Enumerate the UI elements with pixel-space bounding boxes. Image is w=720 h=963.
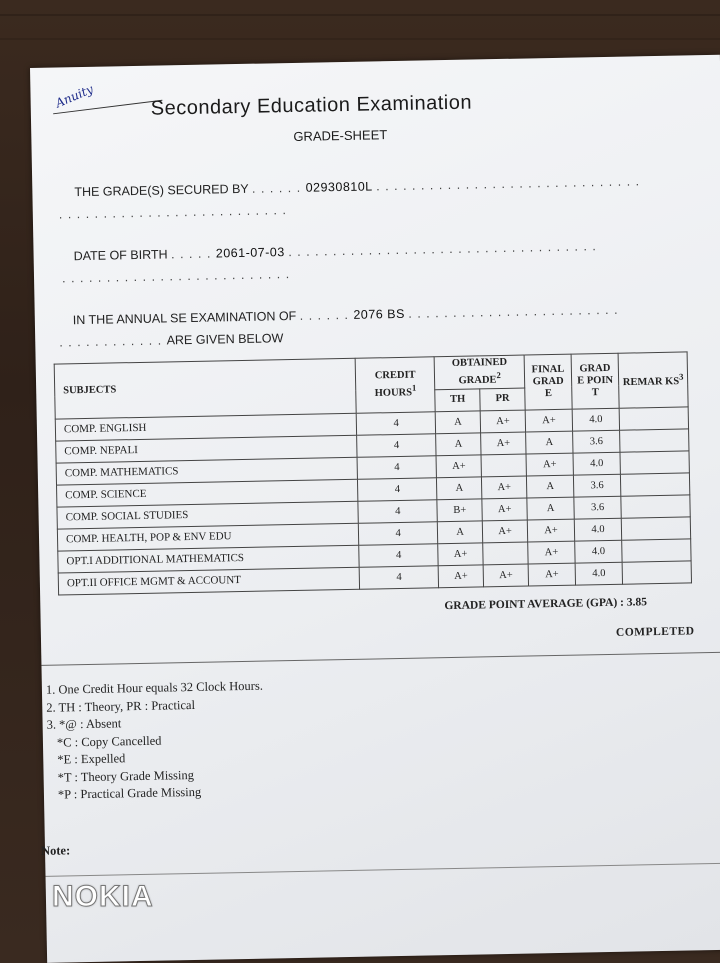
cell-remarks: [621, 494, 690, 517]
cell-credit-hours: 4: [359, 565, 438, 589]
divider: [46, 863, 720, 877]
header-subjects: SUBJECTS: [54, 358, 356, 418]
cell-theory-grade: A+: [438, 564, 483, 587]
cell-grade-point: 4.0: [572, 408, 619, 431]
cell-final-grade: A: [527, 475, 574, 498]
header-pr: PR: [480, 388, 525, 411]
cell-credit-hours: 4: [359, 543, 438, 567]
header-credit-hours: CREDIT HOURS$^1$: [355, 357, 435, 413]
dotted-leader: . . . . . . . . . . . . . . . . . . . . . . . . . .: [58, 203, 288, 222]
cell-theory-grade: B+: [437, 498, 482, 521]
cell-practical-grade: A+: [481, 432, 526, 455]
cell-practical-grade: A+: [482, 520, 527, 543]
cell-grade-point: 3.6: [573, 474, 620, 497]
cell-credit-hours: 4: [357, 433, 436, 457]
grades-table: [54, 351, 692, 595]
cell-remarks: [619, 406, 688, 429]
cell-grade-point: 4.0: [575, 540, 622, 563]
cell-credit-hours: 4: [358, 477, 437, 501]
exam-line: IN THE ANNUAL SE EXAMINATION OF . . . . . . 2076 BS . . . . . . . . . . . . . . . . . . . . . . . .: [72, 302, 619, 328]
cell-grade-point: 4.0: [575, 562, 622, 585]
header-grade-point: GRAD E POIN T: [571, 353, 619, 408]
given-below-line: . . . . . . . . . . . . ARE GIVEN BELOW: [59, 331, 284, 350]
footnote-item: *C : Copy Cancelled: [56, 733, 162, 750]
cell-credit-hours: 4: [359, 521, 438, 545]
cell-practical-grade: A+: [483, 564, 528, 587]
header-remarks: REMAR $KS^3$: [618, 352, 688, 408]
grade-sheet-paper: [30, 55, 720, 963]
cell-final-grade: A: [527, 497, 574, 520]
divider: [41, 652, 720, 666]
cell-practical-grade: [481, 454, 526, 477]
handwritten-signature: Anuity: [53, 81, 96, 111]
cell-final-grade: A: [526, 431, 573, 454]
cell-grade-point: 4.0: [574, 518, 621, 541]
grade-secured-label: THE GRADE(S) SECURED BY: [74, 181, 249, 200]
cell-grade-point: 3.6: [574, 496, 621, 519]
camera-watermark: NOKIA: [52, 880, 154, 913]
document-subtitle: GRADE-SHEET: [293, 127, 388, 144]
given-below-text: ARE GIVEN BELOW: [166, 331, 284, 348]
cell-theory-grade: A+: [436, 454, 481, 477]
date-of-birth: 2061-07-03: [215, 245, 285, 261]
cell-theory-grade: A: [437, 520, 482, 543]
cell-grade-point: 4.0: [573, 452, 620, 475]
dotted-leader: . . . . . . . . . . . . . . . . . . . . . . . . . .: [61, 267, 291, 286]
cell-theory-grade: A: [436, 432, 481, 455]
cell-grade-point: 3.6: [573, 430, 620, 453]
header-final-grade: FINAL GRAD E: [524, 354, 572, 409]
footnote-item: *E : Expelled: [57, 751, 126, 767]
cell-final-grade: A+: [525, 409, 572, 432]
cell-practical-grade: A+: [482, 498, 527, 521]
grade-secured-line: THE GRADE(S) SECURED BY . . . . . . 02930810L . . . . . . . . . . . . . . . . . . . . . . . . . . . . . .: [74, 174, 641, 200]
cell-subject: COMP. HEALTH, POP & ENV EDU: [57, 523, 359, 551]
cell-practical-grade: A+: [482, 476, 527, 499]
exam-label: IN THE ANNUAL SE EXAMINATION OF: [72, 308, 297, 328]
cell-remarks: [621, 516, 690, 539]
cell-remarks: [620, 450, 689, 473]
footnote-item: 3. *@ : Absent: [46, 716, 122, 732]
cell-theory-grade: A: [437, 476, 482, 499]
gpa-summary: GRADE POINT AVERAGE (GPA) : 3.85: [444, 596, 648, 613]
exam-year: 2076 BS: [353, 306, 405, 322]
cell-credit-hours: 4: [356, 411, 435, 435]
cell-practical-grade: [483, 542, 528, 565]
cell-final-grade: A+: [528, 563, 575, 586]
cell-final-grade: A+: [526, 453, 573, 476]
document-title: Secondary Education Examination: [150, 91, 473, 120]
note-label: Note:: [40, 843, 71, 858]
dob-line: DATE OF BIRTH . . . . . 2061-07-03 . . . . . . . . . . . . . . . . . . . . . . . . . . . . . . . . . . .: [73, 239, 597, 264]
cell-final-grade: A+: [528, 541, 575, 564]
footnote-item: 2. TH : Theory, PR : Practical: [46, 697, 196, 715]
dob-label: DATE OF BIRTH: [73, 247, 168, 264]
result-status: COMPLETED: [615, 625, 695, 639]
cell-theory-grade: A+: [438, 542, 483, 565]
cell-practical-grade: A+: [480, 410, 525, 433]
symbol-number: 02930810L: [305, 179, 373, 195]
cell-subject: COMP. MATHEMATICS: [56, 457, 358, 485]
cell-remarks: [622, 538, 691, 561]
footnote-item: *T : Theory Grade Missing: [57, 767, 195, 785]
cell-remarks: [620, 472, 689, 495]
header-th: TH: [435, 388, 480, 411]
footnote-item: *P : Practical Grade Missing: [57, 784, 202, 802]
cell-final-grade: A+: [527, 519, 574, 542]
cell-subject: COMP. NEPALI: [56, 435, 358, 463]
cell-subject: COMP. ENGLISH: [55, 413, 357, 441]
cell-credit-hours: 4: [357, 455, 436, 479]
footnote-item: 1. One Credit Hour equals 32 Clock Hours.: [45, 678, 264, 697]
cell-subject: OPT.I ADDITIONAL MATHEMATICS: [58, 545, 360, 573]
cell-theory-grade: A: [435, 410, 480, 433]
footnotes: [46, 678, 265, 805]
header-obtained-grade: OBTAINED GRADE$^2$: [434, 355, 525, 389]
cell-remarks: [622, 560, 691, 583]
cell-subject: OPT.II OFFICE MGMT & ACCOUNT: [58, 567, 360, 595]
cell-subject: COMP. SOCIAL STUDIES: [57, 501, 359, 529]
cell-credit-hours: 4: [358, 499, 437, 523]
cell-remarks: [620, 428, 689, 451]
cell-subject: COMP. SCIENCE: [57, 479, 359, 507]
